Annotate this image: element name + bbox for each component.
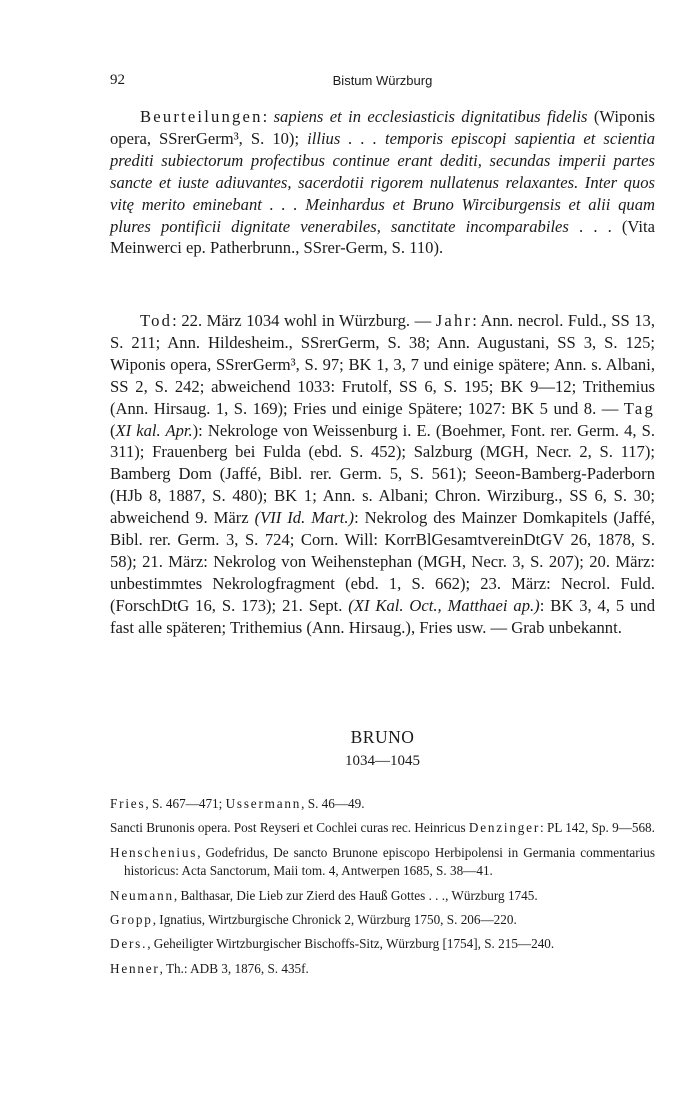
- bib-author-2: Denzinger: [468, 820, 541, 836]
- bib-text: , Geheiligter Wirtzburgischer Bischoffs-Sitz, Würzburg [1754], S. 215—240.: [147, 936, 555, 952]
- bib-text: , Godefridus, De sancto Brunone episcopo Herbipolensi in Germania commentarius historicus: Acta Sanctorum, Maii tom. 4, Antwerpen 1685, S. 38—41.: [124, 844, 655, 879]
- beurteilungen-quote-2: illius . . . temporis episcopi sapientia et scientia prediti subiectorum profectibus continue erant dediti, secundas imperii partes sancte et iuste adiuvantes, sacerdotii rigorem nullatenus relaxantes. Inter quos vitę merito eminebant . . . Meinhardus et Bruno Wirciburgensis et alii quam plures pontificii dignitate venerabiles, sanctitate incomparabiles: [110, 128, 655, 236]
- bib-text: , Ignatius, Wirtzburgische Chronick 2, Würzburg 1750, S. 206—220.: [152, 912, 517, 928]
- section-years: 1034—1045: [345, 753, 420, 769]
- bib-author: Gropp: [110, 912, 153, 928]
- bib-text: , Balthasar, Die Lieb zur Zierd des Hauß Gottes . . ., Würzburg 1745.: [173, 887, 538, 903]
- bibliography-item: [110, 819, 655, 837]
- beurteilungen-citation-2: . . . (Vita Meinwerci ep. Patherbrunn., SSrer-Germ, S. 110).: [110, 216, 655, 258]
- bibliography-item: [110, 935, 655, 953]
- beurteilungen-label: Beurteilungen: [140, 107, 263, 126]
- bib-author: Henschenius: [110, 844, 198, 860]
- tod-date-latin-3: (XI Kal. Oct., Matthaei ap.): [348, 595, 540, 615]
- bib-author: Ders.: [110, 936, 148, 952]
- bib-text: , S. 467—471;: [145, 796, 226, 811]
- tag-label: Tag: [623, 398, 655, 418]
- beurteilungen-sep: :: [262, 107, 274, 126]
- page-number: 92: [110, 72, 125, 88]
- tod-text-1: : 22. März 1034 wohl in Würzburg. —: [172, 311, 436, 330]
- tod-label: Tod: [140, 311, 173, 330]
- beurteilungen-citation-1: (Wiponis opera, SSrerGerm³, S. 10);: [110, 107, 655, 148]
- bib-author-2: Ussermann: [225, 796, 302, 811]
- bib-author: Neumann: [110, 887, 174, 903]
- tod-text-3: (: [110, 420, 116, 440]
- beurteilungen-quote-1: sapiens et in ecclesiasticis dignitatibus fidelis: [273, 107, 588, 126]
- bib-text: Sancti Brunonis opera. Post Reyseri et Cochlei curas rec. Heinricus: [110, 820, 469, 836]
- bib-text: , Th.: ADB 3, 1876, S. 435f.: [159, 960, 309, 976]
- bib-text-2: : PL 142, Sp. 9—568.: [540, 820, 655, 836]
- bibliography-item: [110, 795, 655, 813]
- bibliography-item: [110, 844, 655, 881]
- tod-text-2: : Ann. necrol. Fuld., SS 13, S. 211; Ann. Hildesheim., SSrerGerm, S. 38; Ann. Augustani, SS 3, S. 125; Wiponis opera, SSrerGerm³, S. 97; BK 1, 3, 7 und einige spätere; Ann. s. Albani, SS 2, S. 242; abweichend 1033: Frutolf, SS 6, S. 195; BK 9—12; Trithemius (Ann. Hirsaug. 1, S. 169); Fries und einige Spätere; 1027: BK 5 und 8. —: [110, 311, 655, 418]
- tod-date-latin-2: (VII Id. Mart.): [254, 508, 355, 528]
- running-title: Bistum Würzburg: [332, 73, 433, 88]
- bibliography-item: [110, 960, 655, 978]
- bibliography-item: [110, 911, 655, 929]
- tod-text-4: ): Nekrologe von Weissenburg i. E. (Boehmer, Font. rer. Germ. 4, S. 311); Frauenberg bei Fulda (ebd. S. 452); Salzburg (MGH, Necr. 2, S. 117); Bamberg Dom (Jaffé, Bibl. rer. Germ. 5, S. 561); Seeon-Bamberg-Paderborn (HJb 8, 1887, S. 480); BK 1; Ann. s. Albani; Chron. Wirziburg., SS 6, S. 30; abweichend 9. März: [110, 420, 656, 528]
- bibliography-list: [110, 795, 655, 984]
- tod-text-5: : Nekrolog des Mainzer Domkapitels (Jaffé, Bibl. rer. Germ. 3, S. 724; Corn. Will: KorrBlGesamtvereinDtGV 26, 1878, S. 58); 21. März: Nekrolog von Weihenstephan (MGH, Necr. 3, S. 207); 20. März: unbestimmtes Nekrologfragment (ebd. 1, S. 662); 23. März: Necrol. Fuld. (ForschDtG 16, S. 173); 21. Sept.: [110, 508, 655, 615]
- page-header: [110, 72, 655, 92]
- bib-author: Henner: [110, 960, 160, 976]
- tod-paragraph: [110, 310, 655, 639]
- tod-date-latin-1: XI kal. Apr.: [115, 420, 193, 440]
- bib-text-2: , S. 46—49.: [301, 796, 365, 811]
- bibliography-item: [110, 887, 655, 905]
- beurteilungen-paragraph: [110, 106, 655, 259]
- bib-author: Fries: [110, 796, 146, 811]
- section-title: BRUNO: [350, 727, 415, 747]
- tod-text-6: : BK 3, 4, 5 und fast alle späteren; Trithemius (Ann. Hirsaug.), Fries usw. — Grab unbekannt.: [110, 595, 656, 637]
- jahr-label: Jahr: [435, 311, 473, 330]
